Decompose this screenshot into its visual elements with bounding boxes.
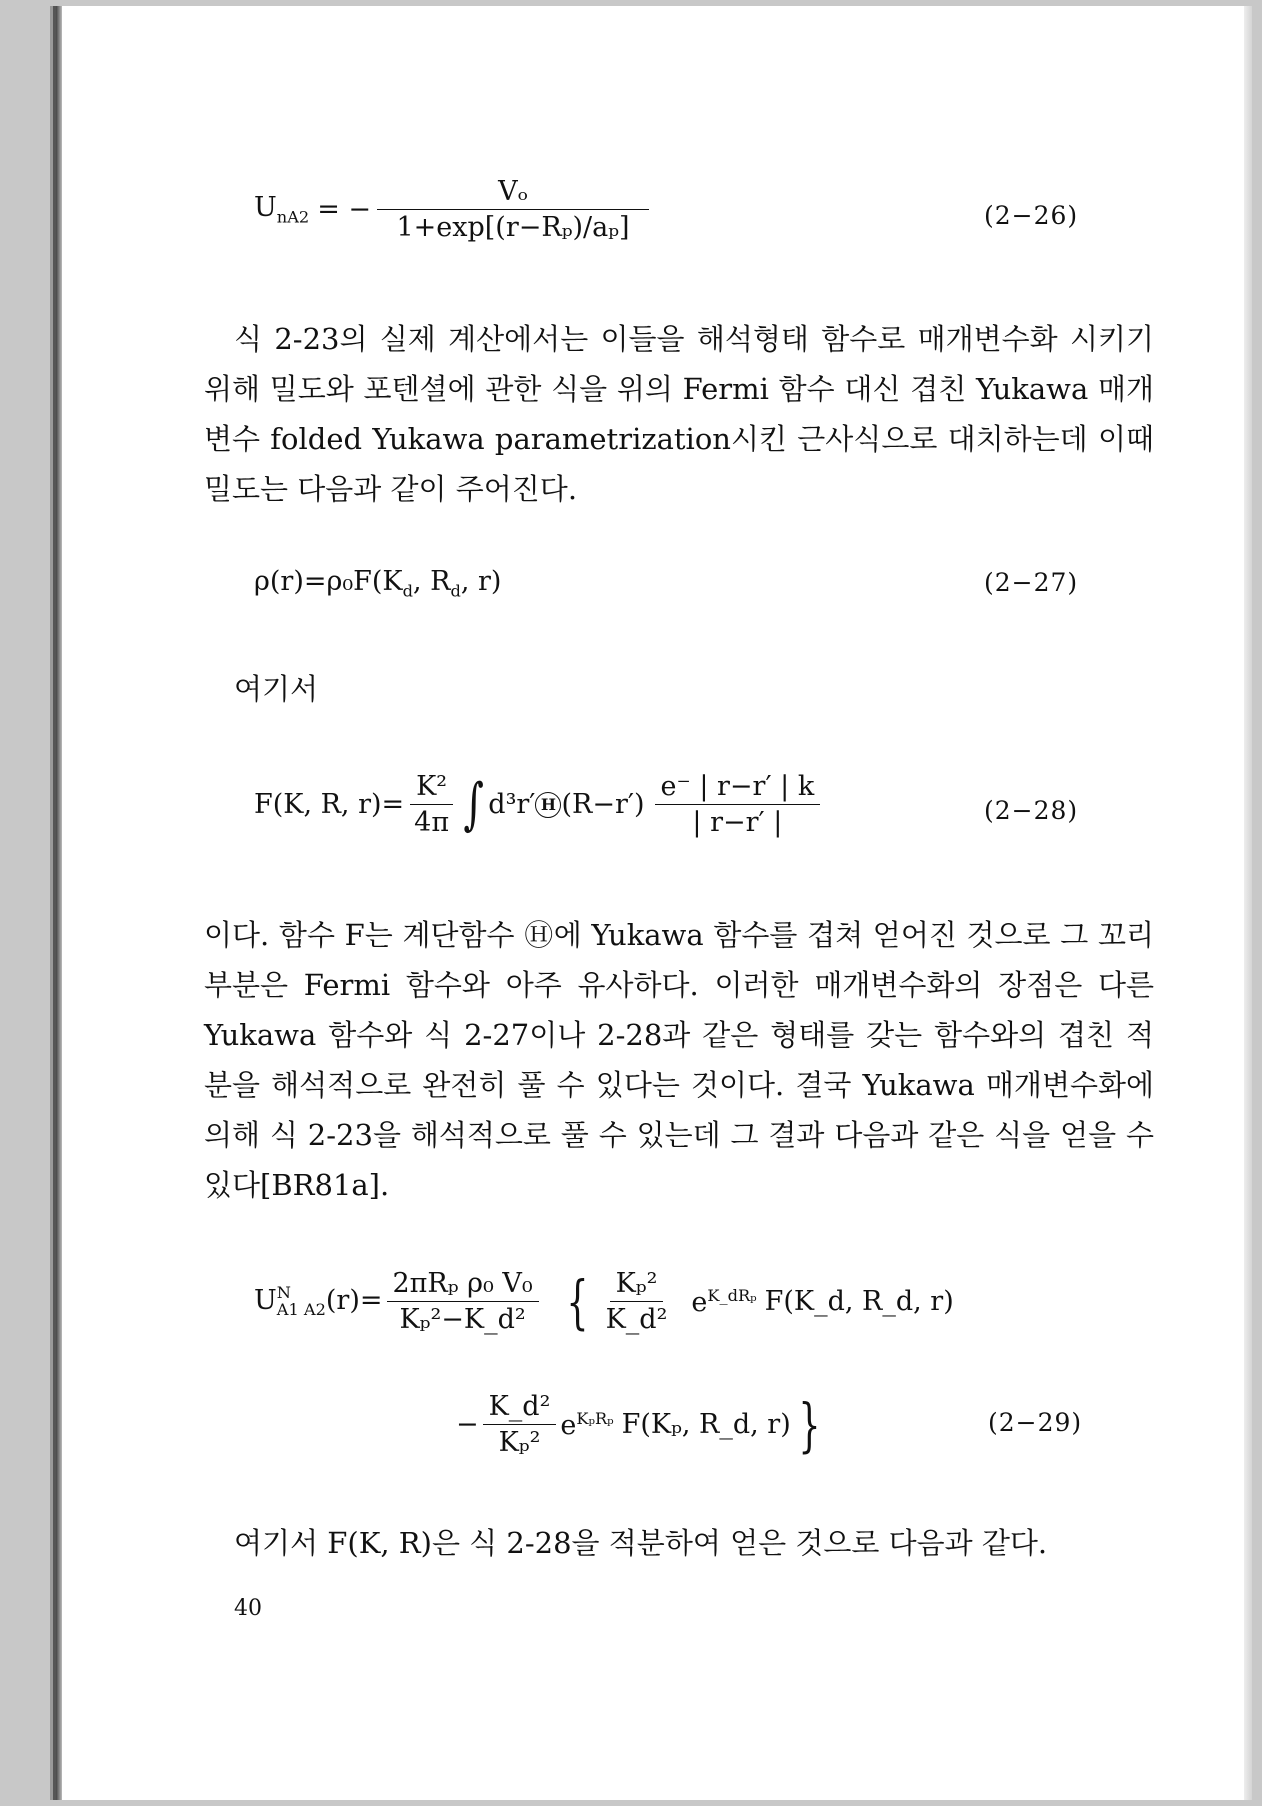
eq28-coef-num: K² [410,771,453,805]
eq29-prefactor [387,1268,539,1335]
eq28-yukawa-fraction [655,771,821,838]
eq29-t2-sign: − [456,1409,479,1440]
eq29-lhs: U N A1 A2 (r)= [254,1283,383,1319]
eq28-exp-num: e⁻ | r−r′ | k [655,771,821,805]
eq29-t1-num: Kₚ² [610,1268,664,1302]
eq28-argument: (R−r′) [561,789,645,820]
eq26-fraction [383,176,643,243]
paragraph-2 [204,664,1154,714]
equation-2-27 [254,566,501,600]
paragraph-3 [204,910,1154,1210]
paragraph-4 [204,1518,1154,1568]
book-spine [56,6,62,1800]
eq28-integrand: d³r′ [488,789,536,820]
eq29-term2-exp: $e^{K_pR_p}$ [560,1408,614,1441]
eq29-pre-num: 2πRₚ ρ₀ V₀ [387,1268,539,1302]
eq29-t2-num: K_d² [483,1391,557,1425]
step-function-icon: H [535,792,561,818]
eq28-coefficient [408,771,455,838]
eq29-term2-fraction [483,1391,557,1458]
equation-2-28 [254,771,824,838]
equation-2-26 [254,176,647,243]
eq29-term2-fn: F(Kₚ, R_d, r) [621,1409,791,1440]
eq26-equals: = − [317,194,372,225]
eq29-term1-exp: $e^{K\_dR_p}$ [691,1285,757,1318]
paragraph-1-text: 식 2-23의 실제 계산에서는 이들을 해석형태 함수로 매개변수화 시키기 위해 밀도와 포텐셜에 관한 식을 위의 Fermi 함수 대신 겹친 Yukawa 매개변수 folded Yukawa parametrization시킨 근사식으로 대치하는데 이때 밀도는 다음과 같이 주어진다. [204,322,1154,506]
equation-number-2-28: (2−28) [984,796,1079,825]
book-page [56,6,1252,1800]
eq26-denominator: 1+exp[(r−Rₚ)/aₚ] [396,212,630,243]
equation-2-29-line2 [456,1391,828,1458]
right-brace: } [798,1390,821,1459]
equation-number-2-29: (2−29) [988,1408,1083,1437]
eq28-lhs: F(K, R, r)= [254,789,405,820]
left-brace: { [566,1267,589,1336]
eq26-lhs: $U_{nA2}$ [254,192,310,227]
paragraph-1 [204,314,1154,514]
eq29-pre-den: Kₚ²−K_d² [399,1304,526,1335]
integral-sign: ∫ [463,771,484,837]
eq28-exp-den: | r−r′ | [692,807,783,838]
eq29-t1-den: K_d² [605,1304,668,1335]
eq29-term1-fraction [600,1268,674,1335]
paragraph-3-text: 이다. 함수 F는 계단함수 Ⓗ에 Yukawa 함수를 겹쳐 얻어진 것으로 그 꼬리 부분은 Fermi 함수와 아주 유사하다. 이러한 매개변수화의 장점은 다른 Yukawa 함수와 식 2-27이나 2-28과 같은 형태를 갖는 함수와의 겹친 적분을 해석적으로 완전히 풀 수 있다는 것이다. 결국 Yukawa 매개변수화에 의해 식 2-23을 해석적으로 풀 수 있는데 그 결과 다음과 같은 식을 얻을 수 있다[BR81a]. [204,918,1154,1202]
equation-number-2-26: (2−26) [984,201,1079,230]
equation-2-29-line1 [254,1268,954,1335]
eq29-term1-fn: F(K_d, R_d, r) [764,1286,954,1317]
page-number: 40 [234,1596,262,1621]
equation-number-2-27: (2−27) [984,568,1079,597]
eq29-t2-den: Kₚ² [498,1427,541,1458]
eq26-numerator: Vₒ [377,176,649,210]
paragraph-2-text: 여기서 [234,672,319,706]
eq28-coef-den: 4π [414,807,450,838]
page-edge [1244,6,1252,1800]
eq27-expression: $\rho(r)=\rho_0F(K_d$, $R_d$, r) [254,566,502,601]
paragraph-4-text: 여기서 F(K, R)은 식 2-28을 적분하여 얻은 것으로 다음과 같다. [234,1526,1048,1560]
